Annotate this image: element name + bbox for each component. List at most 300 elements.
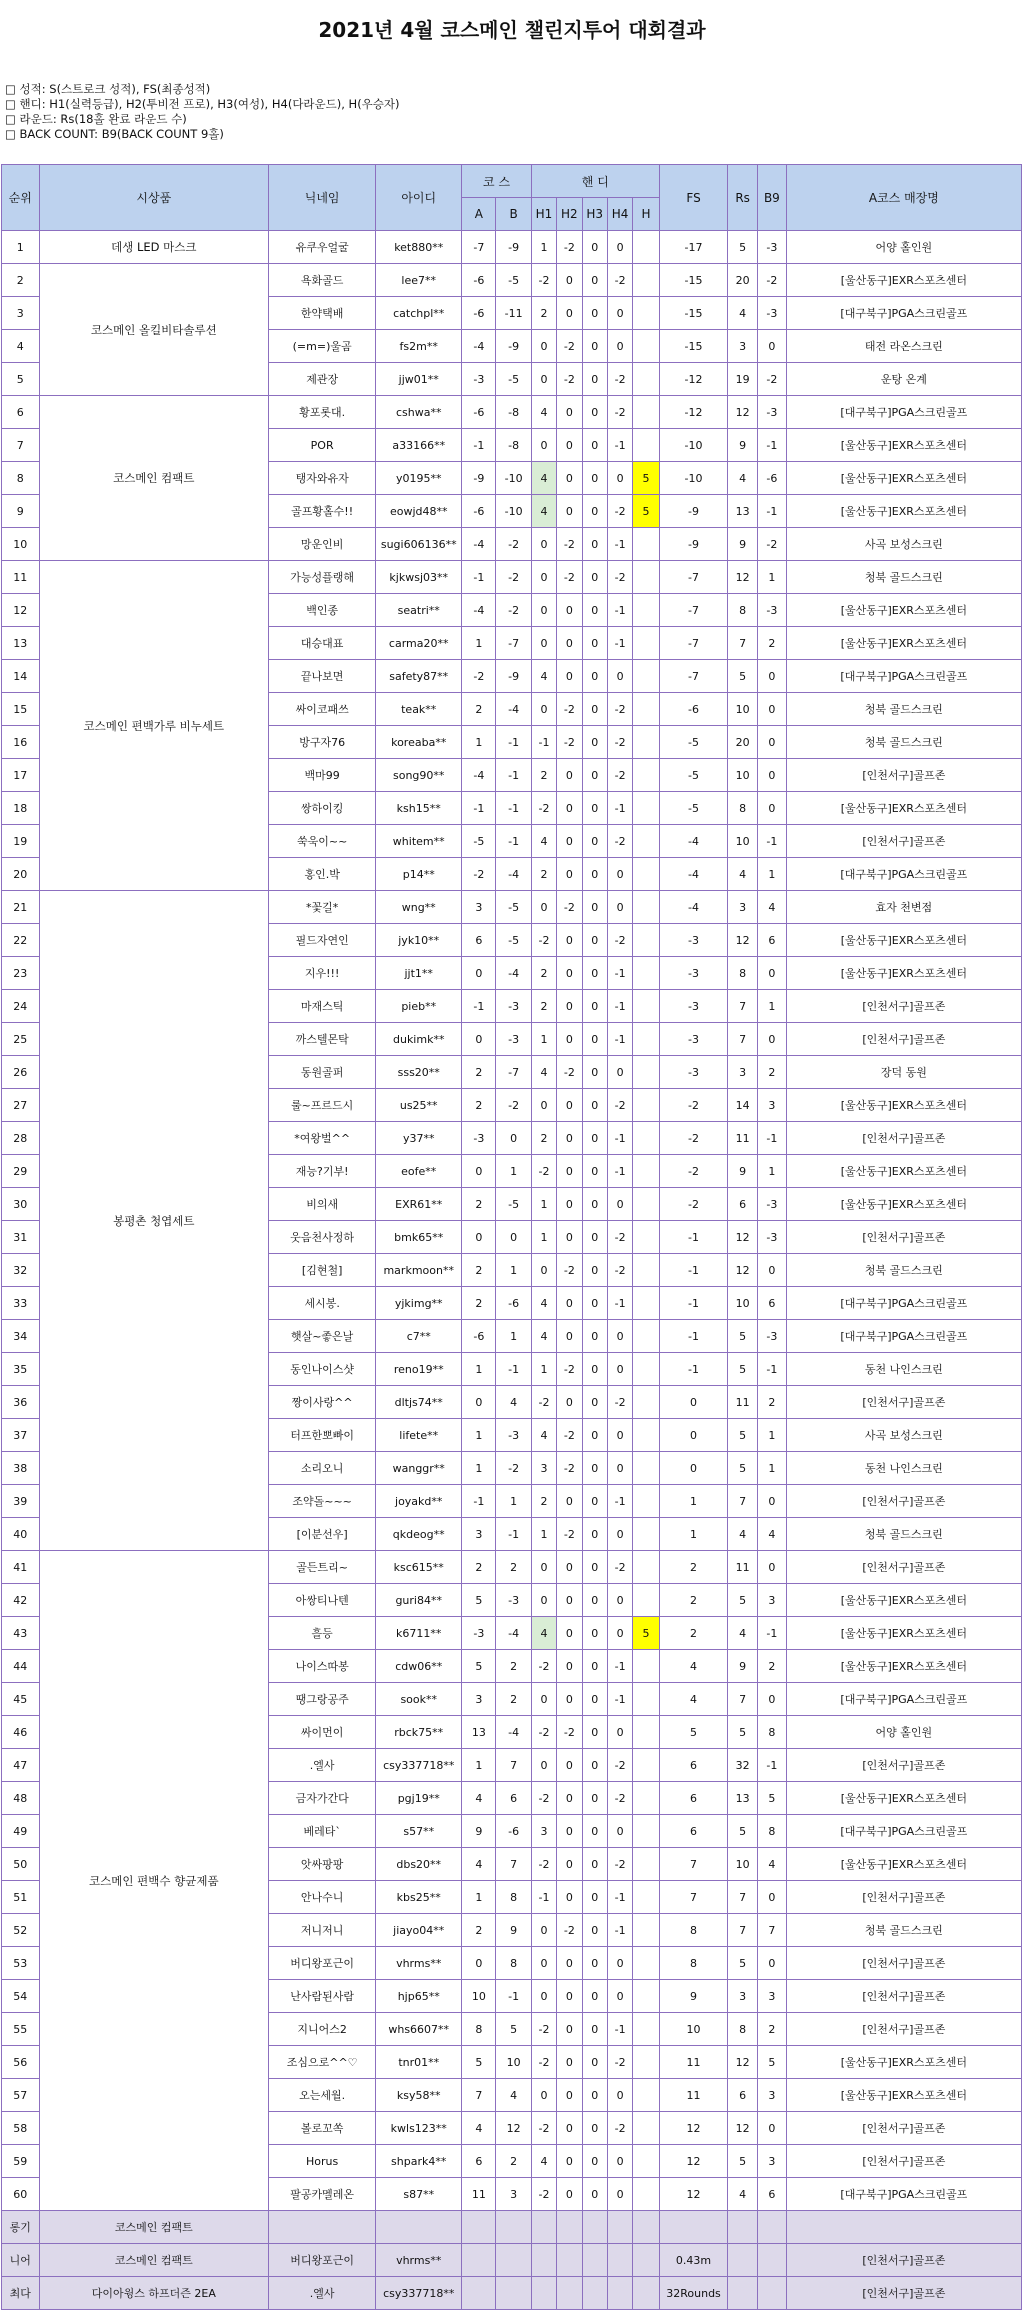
cell-a: 1 [462, 1353, 496, 1386]
cell-b: -11 [496, 297, 531, 330]
cell-b: -4 [496, 1716, 531, 1749]
cell-store: [대구북구]PGA스크린골프 [786, 858, 1021, 891]
cell-store: 태전 라온스크린 [786, 330, 1021, 363]
cell-store: [울산동구]EXR스포츠센터 [786, 1782, 1021, 1815]
cell-h3: 0 [582, 858, 607, 891]
cell-b: -2 [496, 561, 531, 594]
cell-rank: 2 [2, 264, 40, 297]
cell-a: 11 [462, 2178, 496, 2211]
cell-h1: -1 [531, 726, 556, 759]
cell-store: [인천서구]골프존 [786, 1881, 1021, 1914]
cell-h3: 0 [582, 2013, 607, 2046]
cell-a: -7 [462, 231, 496, 264]
cell-b9: 5 [758, 2046, 787, 2079]
cell-empty [607, 2277, 632, 2310]
cell-b9: 3 [758, 2079, 787, 2112]
cell-h2: 0 [557, 1551, 582, 1584]
cell-empty [758, 2211, 787, 2244]
cell-store: [대구북구]PGA스크린골프 [786, 1320, 1021, 1353]
cell-h [633, 1848, 660, 1881]
cell-h3: 0 [582, 693, 607, 726]
cell-b: -5 [496, 363, 531, 396]
cell-h2: -2 [557, 1419, 582, 1452]
cell-store: [대구북구]PGA스크린골프 [786, 1815, 1021, 1848]
cell-b: -8 [496, 396, 531, 429]
cell-b: 9 [496, 1914, 531, 1947]
cell-fs: -17 [659, 231, 727, 264]
cell-h [633, 990, 660, 1023]
cell-b9: 0 [758, 660, 787, 693]
cell-fs: -4 [659, 858, 727, 891]
cell-rank: 41 [2, 1551, 40, 1584]
cell-fs: -7 [659, 660, 727, 693]
cell-rs: 4 [728, 462, 758, 495]
cell-store: [인천서구]골프존 [786, 1947, 1021, 1980]
cell-nickname: 볼로꼬쏙 [269, 2112, 376, 2145]
cell-b: 4 [496, 1386, 531, 1419]
cell-rs: 8 [728, 2013, 758, 2046]
cell-a: 1 [462, 627, 496, 660]
cell-h3: 0 [582, 2046, 607, 2079]
cell-nickname: 싸이먼이 [269, 1716, 376, 1749]
cell-rank: 10 [2, 528, 40, 561]
cell-h3: 0 [582, 2145, 607, 2178]
cell-fs: 4 [659, 1650, 727, 1683]
cell-h3: 0 [582, 627, 607, 660]
cell-fs: -7 [659, 627, 727, 660]
cell-nickname: .엘사 [269, 1749, 376, 1782]
cell-b9: 0 [758, 330, 787, 363]
cell-rs: 8 [728, 957, 758, 990]
cell-b: -4 [496, 1617, 531, 1650]
cell-nickname: 골프황홀수!! [269, 495, 376, 528]
cell-b: 1 [496, 1485, 531, 1518]
cell-h4: -1 [607, 792, 632, 825]
cell-id: whs6607** [376, 2013, 462, 2046]
cell-a: 5 [462, 1650, 496, 1683]
cell-h4: -1 [607, 429, 632, 462]
cell-h1: -2 [531, 2178, 556, 2211]
cell-h3: 0 [582, 594, 607, 627]
cell-empty [557, 2277, 582, 2310]
cell-b9: -6 [758, 462, 787, 495]
cell-a: -3 [462, 1617, 496, 1650]
cell-h [633, 1551, 660, 1584]
cell-b9: 0 [758, 1023, 787, 1056]
cell-rank: 36 [2, 1386, 40, 1419]
cell-h [633, 1815, 660, 1848]
cell-b: -7 [496, 627, 531, 660]
cell-rank: 44 [2, 1650, 40, 1683]
cell-rank: 26 [2, 1056, 40, 1089]
cell-h1: 0 [531, 1089, 556, 1122]
cell-h3: 0 [582, 1914, 607, 1947]
cell-store: [울산동구]EXR스포츠센터 [786, 924, 1021, 957]
cell-b: 1 [496, 1320, 531, 1353]
cell-b: -2 [496, 594, 531, 627]
cell-h4: -2 [607, 759, 632, 792]
cell-rs: 10 [728, 1848, 758, 1881]
cell-h4: 0 [607, 231, 632, 264]
cell-h1: 0 [531, 891, 556, 924]
cell-a: 7 [462, 2079, 496, 2112]
award-label: 롱기 [2, 2211, 40, 2244]
cell-store: 청북 골드스크린 [786, 1518, 1021, 1551]
cell-h4: -2 [607, 1551, 632, 1584]
cell-id: song90** [376, 759, 462, 792]
cell-store: 효자 천변점 [786, 891, 1021, 924]
cell-rs: 9 [728, 1650, 758, 1683]
cell-id: p14** [376, 858, 462, 891]
cell-h2: 0 [557, 627, 582, 660]
cell-store: [인천서구]골프존 [786, 2145, 1021, 2178]
cell-h4: 0 [607, 1419, 632, 1452]
cell-h2: 0 [557, 396, 582, 429]
cell-empty [496, 2244, 531, 2277]
cell-rank: 45 [2, 1683, 40, 1716]
cell-b9: 0 [758, 726, 787, 759]
cell-rank: 46 [2, 1716, 40, 1749]
cell-h3: 0 [582, 2079, 607, 2112]
cell-h [633, 594, 660, 627]
cell-h [633, 1947, 660, 1980]
cell-h [633, 1089, 660, 1122]
cell-store: [울산동구]EXR스포츠센터 [786, 594, 1021, 627]
cell-rs: 7 [728, 990, 758, 1023]
cell-b9: 8 [758, 1716, 787, 1749]
cell-h1: -2 [531, 2112, 556, 2145]
cell-nickname: *여왕벌^^ [269, 1122, 376, 1155]
special-award-row [2, 2244, 1022, 2277]
cell-h [633, 1155, 660, 1188]
cell-rs: 5 [728, 2145, 758, 2178]
cell-rank: 20 [2, 858, 40, 891]
cell-h2: -2 [557, 1254, 582, 1287]
cell-id: catchpl** [376, 297, 462, 330]
col-header-id: 아이디 [376, 165, 462, 231]
cell-h [633, 1056, 660, 1089]
cell-h3: 0 [582, 660, 607, 693]
cell-prize: 코스메인 편백가루 비누세트 [39, 561, 269, 891]
cell-rank: 38 [2, 1452, 40, 1485]
cell-fs: -3 [659, 1023, 727, 1056]
cell-b: -5 [496, 924, 531, 957]
cell-b: -4 [496, 957, 531, 990]
cell-store: [울산동구]EXR스포츠센터 [786, 957, 1021, 990]
cell-store: [울산동구]EXR스포츠센터 [786, 1089, 1021, 1122]
cell-b: 2 [496, 1650, 531, 1683]
cell-h1: 0 [531, 1683, 556, 1716]
cell-rs: 13 [728, 1782, 758, 1815]
cell-a: 2 [462, 1914, 496, 1947]
cell-store: [인천서구]골프존 [786, 1023, 1021, 1056]
cell-h4: -1 [607, 1155, 632, 1188]
cell-fs: -9 [659, 528, 727, 561]
cell-id: y37** [376, 1122, 462, 1155]
cell-h1: 1 [531, 1221, 556, 1254]
cell-store: [울산동구]EXR스포츠센터 [786, 2079, 1021, 2112]
cell-b9: 4 [758, 891, 787, 924]
cell-b: 0 [496, 1122, 531, 1155]
cell-h2: 0 [557, 1485, 582, 1518]
cell-h2: 0 [557, 1584, 582, 1617]
cell-rs: 12 [728, 1254, 758, 1287]
cell-h1: 0 [531, 1914, 556, 1947]
cell-h [633, 1452, 660, 1485]
cell-h2: 0 [557, 1320, 582, 1353]
cell-store: [울산동구]EXR스포츠센터 [786, 429, 1021, 462]
cell-h3: 0 [582, 1716, 607, 1749]
cell-h4: -1 [607, 1485, 632, 1518]
cell-fs: 7 [659, 1881, 727, 1914]
cell-rank: 15 [2, 693, 40, 726]
cell-b: 1 [496, 1155, 531, 1188]
cell-nickname: 골든트리~ [269, 1551, 376, 1584]
cell-nickname: 저니저니 [269, 1914, 376, 1947]
cell-id: reno19** [376, 1353, 462, 1386]
cell-empty [531, 2211, 556, 2244]
cell-h1: -2 [531, 1716, 556, 1749]
cell-h2: 0 [557, 2178, 582, 2211]
cell-fs: -1 [659, 1287, 727, 1320]
cell-h2: 0 [557, 2112, 582, 2145]
cell-h1: 0 [531, 561, 556, 594]
award-nickname: 버디왕포근이 [269, 2244, 376, 2277]
cell-h2: -2 [557, 330, 582, 363]
cell-h4: -2 [607, 1782, 632, 1815]
cell-fs: 5 [659, 1716, 727, 1749]
cell-h3: 0 [582, 1353, 607, 1386]
award-store: [인천서구]골프존 [786, 2244, 1021, 2277]
cell-b9: -3 [758, 1188, 787, 1221]
award-fs: 0.43m [659, 2244, 727, 2277]
cell-id: kbs25** [376, 1881, 462, 1914]
cell-id: cshwa** [376, 396, 462, 429]
cell-h1: 0 [531, 528, 556, 561]
cell-fs: 6 [659, 1815, 727, 1848]
cell-fs: 6 [659, 1749, 727, 1782]
cell-b9: -1 [758, 1749, 787, 1782]
cell-h3: 0 [582, 1947, 607, 1980]
cell-h [633, 1287, 660, 1320]
cell-empty [462, 2211, 496, 2244]
cell-h1: 0 [531, 1749, 556, 1782]
cell-h4: -2 [607, 1089, 632, 1122]
cell-rank: 58 [2, 2112, 40, 2145]
cell-h2: 0 [557, 1815, 582, 1848]
cell-h [633, 1386, 660, 1419]
cell-h4: 0 [607, 330, 632, 363]
cell-h2: -2 [557, 1914, 582, 1947]
cell-rs: 10 [728, 825, 758, 858]
cell-id: carma20** [376, 627, 462, 660]
cell-fs: -3 [659, 957, 727, 990]
cell-b9: 3 [758, 1584, 787, 1617]
cell-h3: 0 [582, 924, 607, 957]
cell-rs: 20 [728, 264, 758, 297]
cell-nickname: 나이스따봉 [269, 1650, 376, 1683]
cell-prize: 데생 LED 마스크 [39, 231, 269, 264]
cell-store: [울산동구]EXR스포츠센터 [786, 2046, 1021, 2079]
cell-store: 사곡 보성스크린 [786, 1419, 1021, 1452]
cell-h4: 0 [607, 2079, 632, 2112]
cell-id: eowjd48** [376, 495, 462, 528]
cell-h [633, 1980, 660, 2013]
cell-h2: 0 [557, 2046, 582, 2079]
cell-rank: 3 [2, 297, 40, 330]
cell-id: safety87** [376, 660, 462, 693]
table-row [2, 891, 1022, 924]
cell-a: 2 [462, 1287, 496, 1320]
cell-store: [인천서구]골프존 [786, 1551, 1021, 1584]
cell-h2: 0 [557, 1221, 582, 1254]
award-fs [659, 2211, 727, 2244]
cell-rank: 52 [2, 1914, 40, 1947]
cell-nickname: 필드자연인 [269, 924, 376, 957]
cell-a: 2 [462, 1056, 496, 1089]
col-header-h4: H4 [607, 198, 632, 231]
cell-h2: -2 [557, 231, 582, 264]
cell-h3: 0 [582, 1749, 607, 1782]
cell-b9: -2 [758, 264, 787, 297]
cell-rank: 1 [2, 231, 40, 264]
cell-h2: -2 [557, 1452, 582, 1485]
cell-b9: 0 [758, 1551, 787, 1584]
cell-store: [인천서구]골프존 [786, 1386, 1021, 1419]
cell-nickname: 룰~프르드시 [269, 1089, 376, 1122]
cell-h4: -1 [607, 1881, 632, 1914]
cell-nickname: 유쿠우얼굴 [269, 231, 376, 264]
cell-fs: -1 [659, 1353, 727, 1386]
cell-fs: 11 [659, 2046, 727, 2079]
cell-id: qkdeog** [376, 1518, 462, 1551]
cell-rs: 3 [728, 1980, 758, 2013]
cell-b9: 0 [758, 759, 787, 792]
cell-b9: -1 [758, 1353, 787, 1386]
cell-a: 2 [462, 1551, 496, 1584]
cell-rs: 19 [728, 363, 758, 396]
cell-a: 1 [462, 726, 496, 759]
award-nickname: .엘사 [269, 2277, 376, 2310]
cell-h [633, 1914, 660, 1947]
cell-rs: 20 [728, 726, 758, 759]
cell-h3: 0 [582, 990, 607, 1023]
cell-a: -2 [462, 660, 496, 693]
cell-a: -4 [462, 330, 496, 363]
cell-rank: 37 [2, 1419, 40, 1452]
cell-a: 0 [462, 1221, 496, 1254]
cell-h4: -2 [607, 726, 632, 759]
cell-rank: 18 [2, 792, 40, 825]
cell-h: 5 [633, 462, 660, 495]
cell-b9: -2 [758, 528, 787, 561]
cell-b9: -3 [758, 297, 787, 330]
cell-h1: -2 [531, 2046, 556, 2079]
cell-b9: 4 [758, 1848, 787, 1881]
cell-b: -3 [496, 1023, 531, 1056]
page-title: 2021년 4월 코스메인 챌린지투어 대회결과 [318, 18, 706, 42]
cell-b: -1 [496, 726, 531, 759]
cell-h4: 0 [607, 891, 632, 924]
cell-fs: 11 [659, 2079, 727, 2112]
cell-h3: 0 [582, 2112, 607, 2145]
cell-id: ket880** [376, 231, 462, 264]
cell-h [633, 528, 660, 561]
cell-nickname: 땡그랑공주 [269, 1683, 376, 1716]
cell-id: lifete** [376, 1419, 462, 1452]
cell-h1: 2 [531, 858, 556, 891]
cell-b: -9 [496, 330, 531, 363]
cell-b: 6 [496, 1782, 531, 1815]
cell-b9: 3 [758, 1980, 787, 2013]
cell-id: ksh15** [376, 792, 462, 825]
cell-h [633, 693, 660, 726]
cell-h4: -1 [607, 1683, 632, 1716]
cell-store: [인천서구]골프존 [786, 1980, 1021, 2013]
table-row [2, 396, 1022, 429]
cell-b: 2 [496, 1551, 531, 1584]
cell-fs: 2 [659, 1584, 727, 1617]
cell-b: -8 [496, 429, 531, 462]
cell-h4: -2 [607, 264, 632, 297]
cell-store: 동천 나인스크린 [786, 1452, 1021, 1485]
cell-id: wng** [376, 891, 462, 924]
col-header-course: 코 스 [462, 165, 532, 198]
cell-id: vhrms** [376, 1947, 462, 1980]
cell-fs: -1 [659, 1254, 727, 1287]
cell-rank: 50 [2, 1848, 40, 1881]
cell-h [633, 1782, 660, 1815]
cell-nickname: 짱이사랑^^ [269, 1386, 376, 1419]
cell-a: -6 [462, 1320, 496, 1353]
cell-rank: 33 [2, 1287, 40, 1320]
cell-b: -2 [496, 528, 531, 561]
cell-empty [557, 2211, 582, 2244]
results-table [1, 164, 1022, 2310]
cell-h1: 4 [531, 495, 556, 528]
cell-store: [울산동구]EXR스포츠센터 [786, 1155, 1021, 1188]
cell-h1: 3 [531, 1452, 556, 1485]
results-body [2, 231, 1022, 2310]
cell-nickname: 지우!!! [269, 957, 376, 990]
cell-b: 3 [496, 2178, 531, 2211]
cell-nickname: 동인나이스샷 [269, 1353, 376, 1386]
cell-rs: 4 [728, 858, 758, 891]
cell-h1: 2 [531, 297, 556, 330]
cell-h1: -2 [531, 1386, 556, 1419]
col-header-fs: FS [659, 165, 727, 231]
cell-nickname: 터프한뽀빠이 [269, 1419, 376, 1452]
cell-a: 0 [462, 1947, 496, 1980]
cell-fs: 4 [659, 1683, 727, 1716]
cell-fs: 12 [659, 2112, 727, 2145]
cell-h3: 0 [582, 759, 607, 792]
cell-rs: 12 [728, 2112, 758, 2145]
cell-h [633, 2178, 660, 2211]
cell-id: pieb** [376, 990, 462, 1023]
cell-rs: 9 [728, 1155, 758, 1188]
cell-h2: 0 [557, 495, 582, 528]
cell-a: 1 [462, 1452, 496, 1485]
cell-rs: 13 [728, 495, 758, 528]
cell-h4: 0 [607, 1452, 632, 1485]
cell-h1: -2 [531, 2013, 556, 2046]
cell-h3: 0 [582, 1551, 607, 1584]
cell-h [633, 231, 660, 264]
cell-a: 2 [462, 1188, 496, 1221]
cell-rs: 5 [728, 1716, 758, 1749]
cell-rank: 5 [2, 363, 40, 396]
